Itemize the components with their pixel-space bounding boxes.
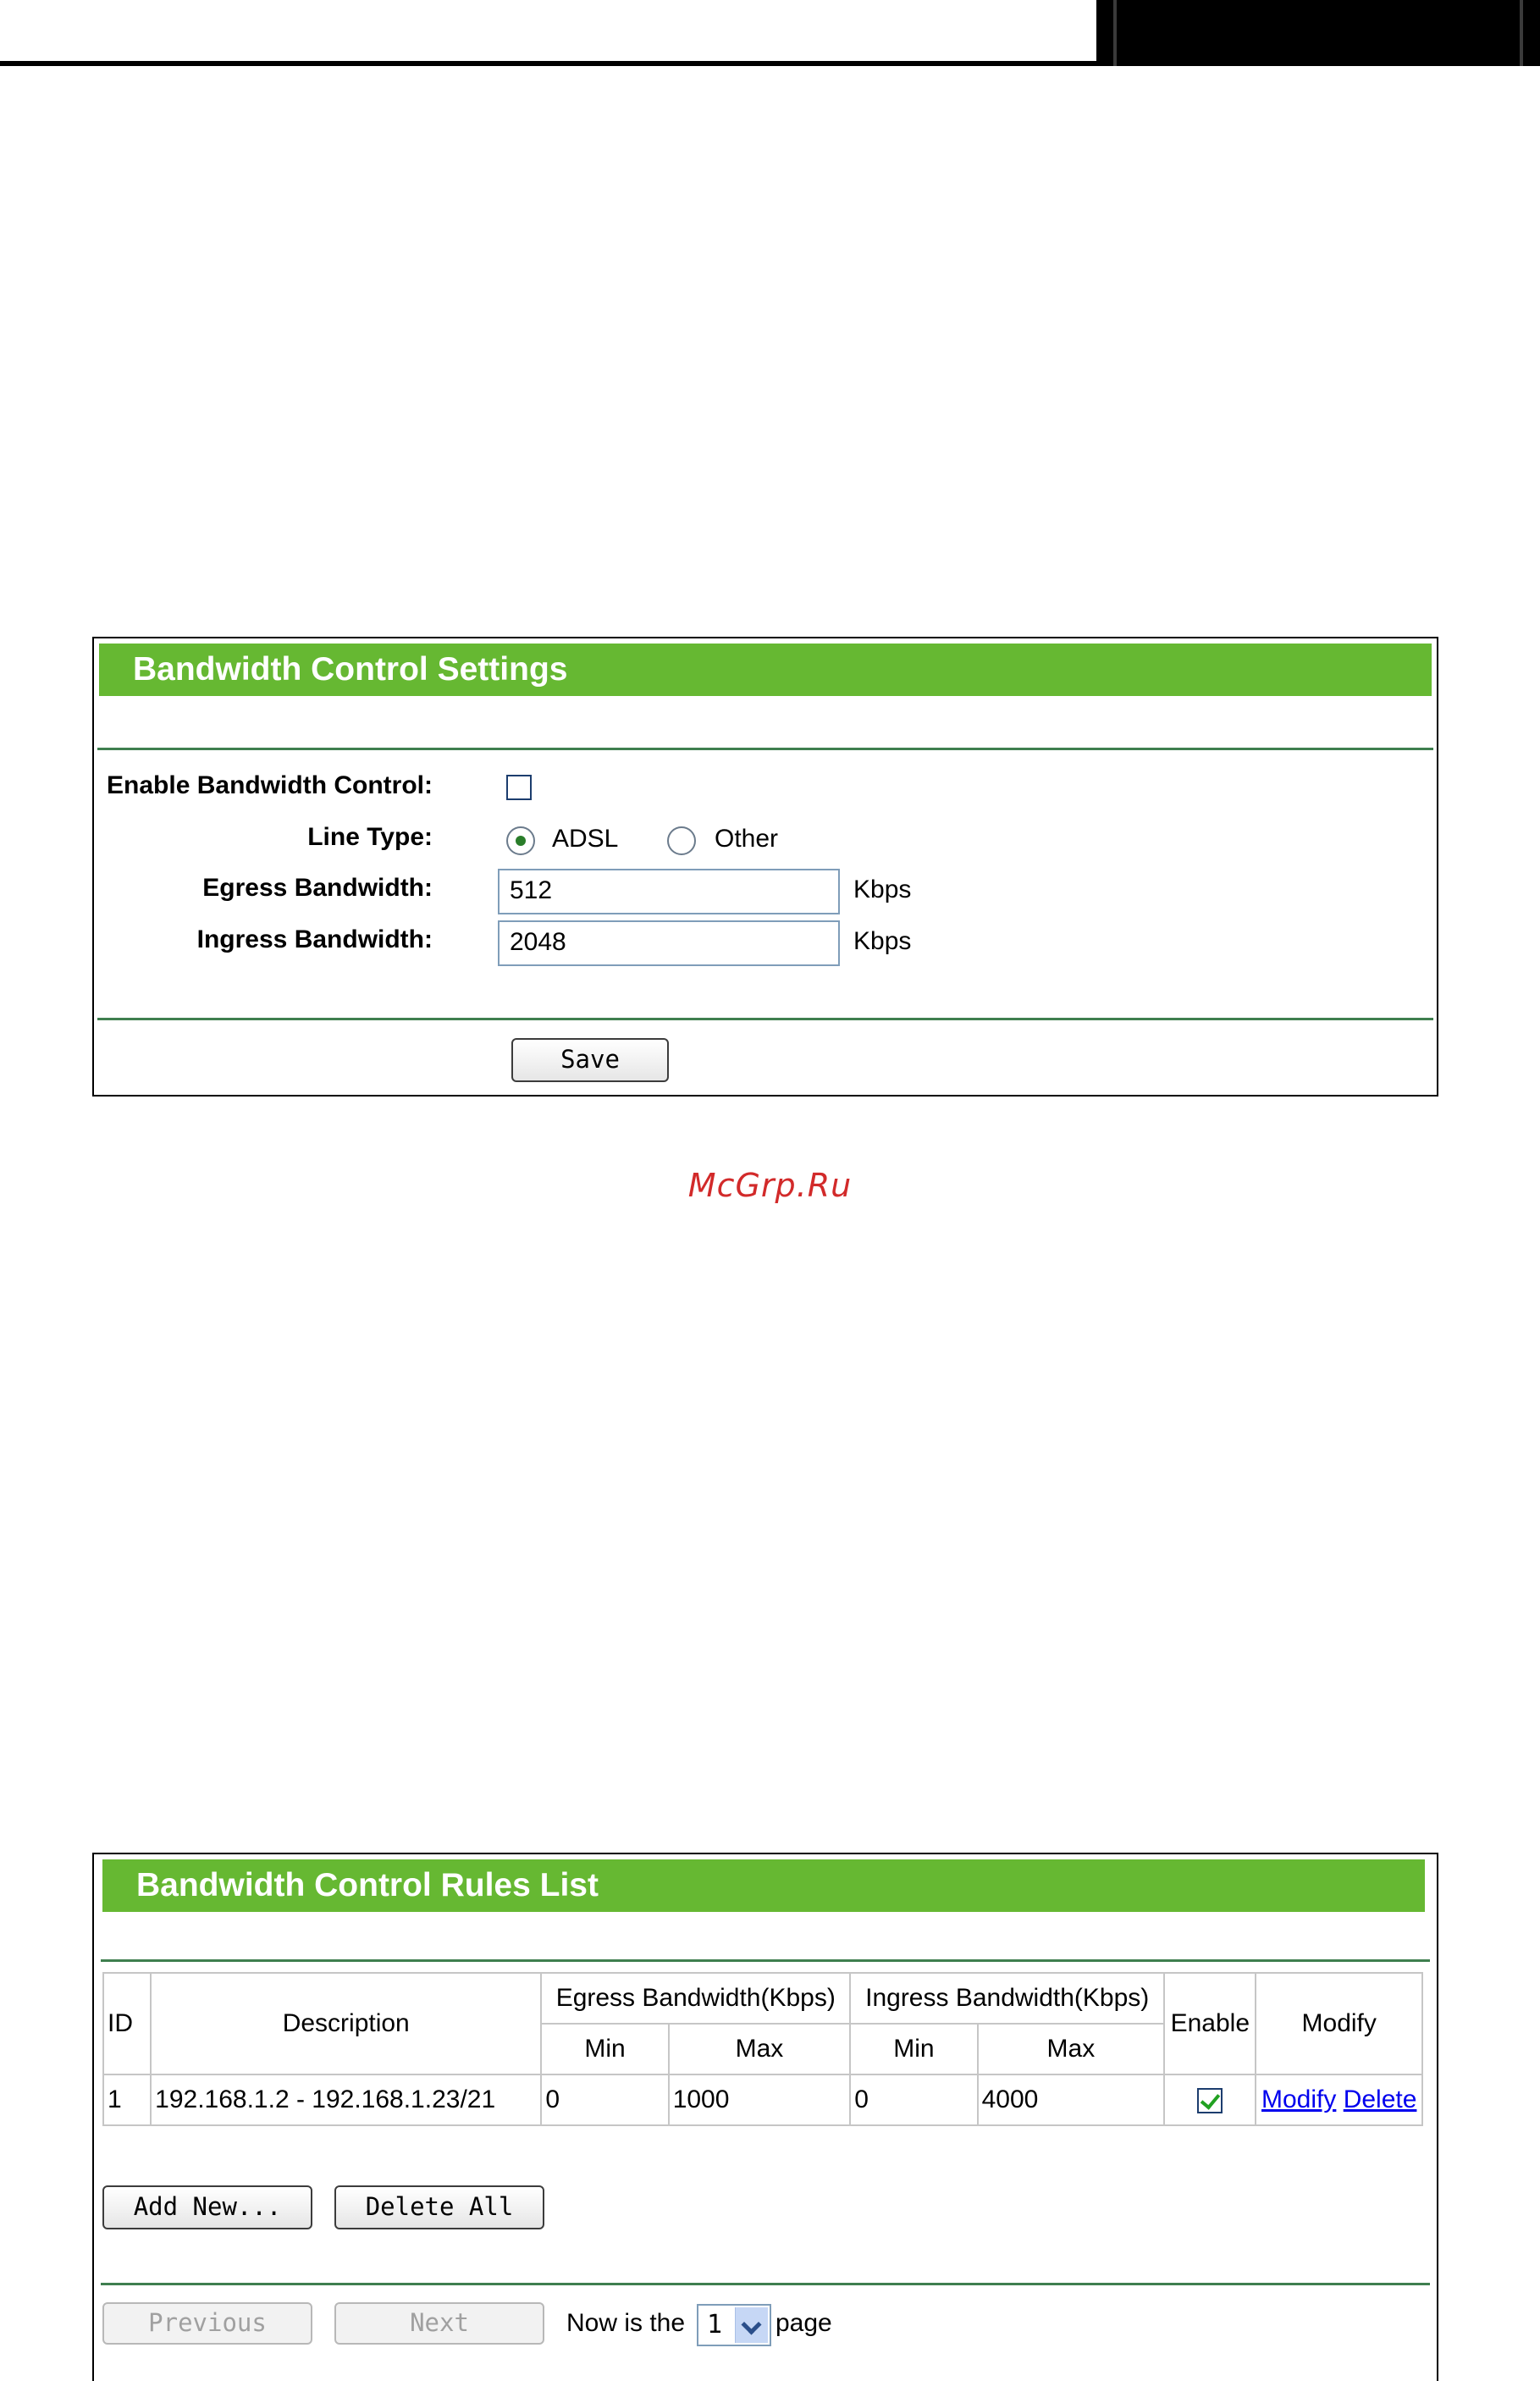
egress-bandwidth-input[interactable]: 512 bbox=[498, 869, 840, 914]
header-modify: Modify bbox=[1256, 1973, 1422, 2074]
delete-all-button[interactable]: Delete All bbox=[334, 2185, 544, 2229]
ingress-bandwidth-input[interactable]: 2048 bbox=[498, 920, 840, 966]
watermark-text: McGrp.Ru bbox=[687, 1167, 853, 1204]
settings-top-divider bbox=[97, 748, 1433, 750]
rules-panel-title: Bandwidth Control Rules List bbox=[102, 1859, 1425, 1912]
settings-panel-title: Bandwidth Control Settings bbox=[99, 644, 1432, 696]
header-ingress-min: Min bbox=[850, 2024, 977, 2074]
chevron-down-icon bbox=[735, 2307, 768, 2343]
header-tab-divider bbox=[1113, 0, 1117, 66]
bandwidth-settings-panel bbox=[92, 637, 1438, 1097]
page-select[interactable] bbox=[697, 2304, 771, 2346]
page-prefix-text: Now is the bbox=[566, 2309, 686, 2337]
row-ingress-max: 4000 bbox=[978, 2074, 1165, 2125]
line-type-label: Line Type: bbox=[307, 823, 433, 851]
enable-bandwidth-label: Enable Bandwidth Control: bbox=[107, 771, 433, 799]
header-enable: Enable bbox=[1164, 1973, 1256, 2074]
row-egress-min: 0 bbox=[541, 2074, 668, 2125]
row-id: 1 bbox=[103, 2074, 151, 2125]
save-button[interactable]: Save bbox=[511, 1038, 669, 1082]
row-egress-max: 1000 bbox=[669, 2074, 851, 2125]
line-type-other-radio[interactable] bbox=[667, 826, 696, 855]
line-type-adsl-radio[interactable] bbox=[506, 826, 535, 855]
checkmark-icon bbox=[1201, 2089, 1220, 2109]
header-egress-min: Min bbox=[541, 2024, 668, 2074]
header-ingress: Ingress Bandwidth(Kbps) bbox=[850, 1973, 1164, 2024]
header-tab-divider bbox=[1520, 0, 1523, 66]
header-egress: Egress Bandwidth(Kbps) bbox=[541, 1973, 850, 2024]
line-type-adsl-label: ADSL bbox=[552, 825, 619, 853]
enable-bandwidth-checkbox[interactable] bbox=[506, 775, 532, 800]
header-egress-max: Max bbox=[669, 2024, 851, 2074]
header-id: ID bbox=[103, 1973, 151, 2074]
row-enable-checkbox[interactable] bbox=[1197, 2088, 1223, 2113]
page-select-value: 1 bbox=[707, 2310, 723, 2340]
row-description: 192.168.1.2 - 192.168.1.23/21 bbox=[151, 2074, 541, 2125]
rules-top-divider bbox=[101, 1959, 1430, 1962]
egress-unit-label: Kbps bbox=[853, 876, 912, 903]
line-type-other-label: Other bbox=[715, 825, 779, 853]
radio-selected-dot bbox=[516, 836, 526, 846]
next-button[interactable]: Next bbox=[334, 2302, 544, 2345]
rules-bottom-divider bbox=[101, 2283, 1430, 2285]
header-description: Description bbox=[151, 1973, 541, 2074]
egress-bandwidth-label: Egress Bandwidth: bbox=[202, 874, 433, 902]
row-delete-link[interactable]: Delete bbox=[1343, 2085, 1417, 2113]
document-header-rule bbox=[0, 61, 1101, 66]
rules-table bbox=[102, 1972, 1423, 2126]
previous-button[interactable]: Previous bbox=[102, 2302, 312, 2345]
document-header-tab bbox=[1096, 0, 1540, 66]
row-modify-cell bbox=[1256, 2074, 1422, 2125]
ingress-bandwidth-label: Ingress Bandwidth: bbox=[196, 925, 433, 953]
ingress-unit-label: Kbps bbox=[853, 927, 912, 955]
row-modify-link[interactable]: Modify bbox=[1261, 2085, 1337, 2113]
row-enable-cell bbox=[1164, 2074, 1256, 2125]
table-row bbox=[103, 2074, 1422, 2125]
settings-bottom-divider bbox=[97, 1018, 1433, 1020]
bandwidth-rules-panel bbox=[92, 1853, 1438, 2381]
row-ingress-min: 0 bbox=[850, 2074, 977, 2125]
page-suffix-text: page bbox=[776, 2309, 832, 2337]
header-ingress-max: Max bbox=[978, 2024, 1165, 2074]
add-new-button[interactable]: Add New... bbox=[102, 2185, 312, 2229]
